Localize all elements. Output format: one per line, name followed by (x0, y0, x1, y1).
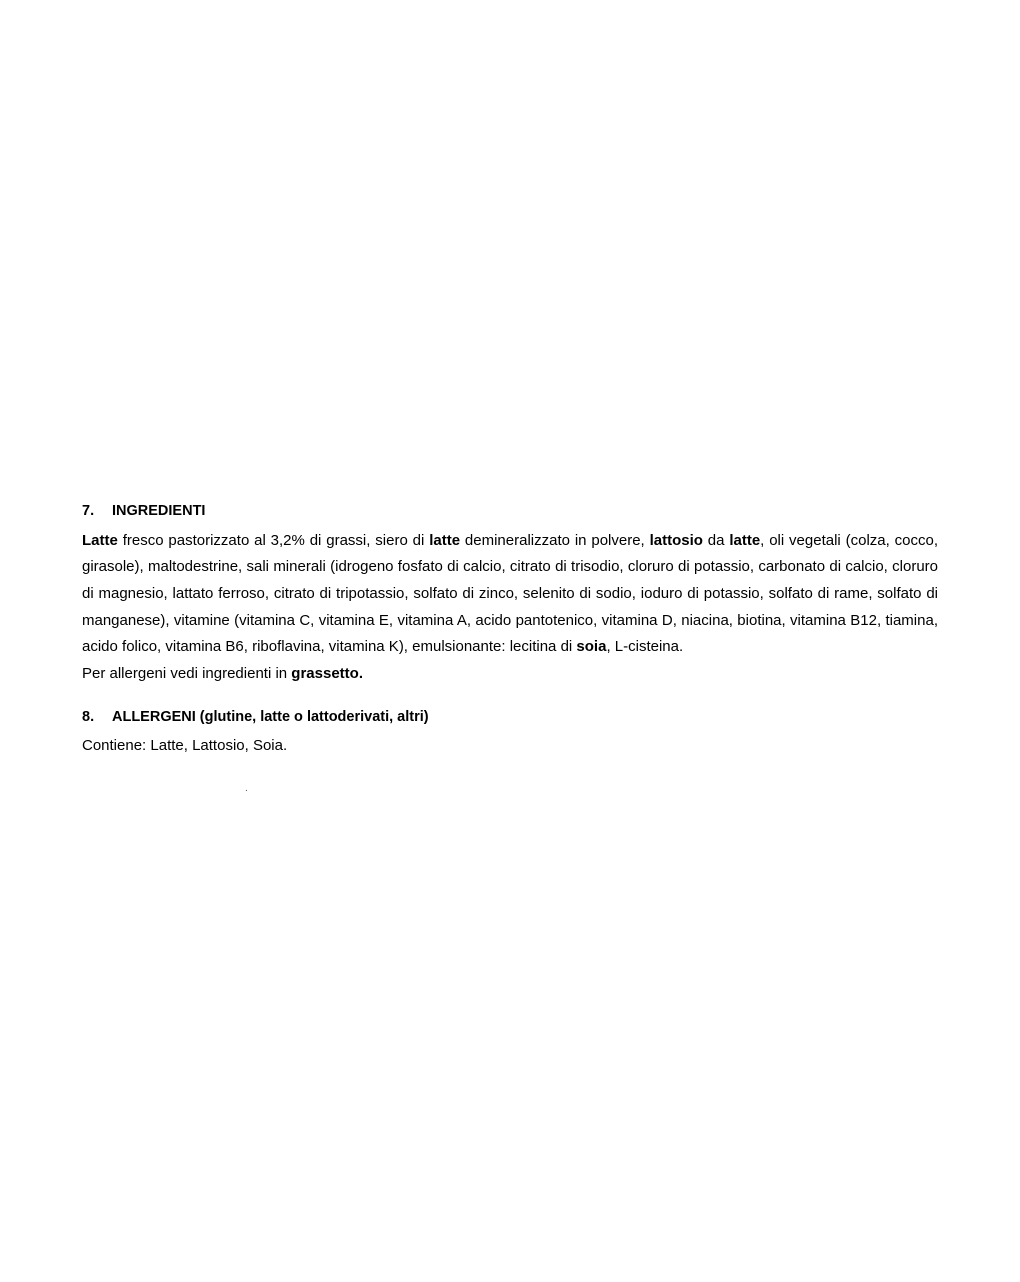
section-heading-ingredienti (82, 504, 938, 519)
allergen-note-line: Per allergeni vedi ingredienti in grassetto. (82, 664, 363, 682)
section-number: 8. (82, 708, 95, 725)
allergeni-content-line: Contiene: Latte, Lattosio, Soia. (82, 737, 288, 755)
section-number: 7. (82, 503, 95, 519)
stray-mark: . (245, 783, 248, 794)
section-spacer (82, 688, 938, 710)
section-title: ALLERGENI (glutine, latte o lattoderivati, altri) (112, 708, 429, 725)
section-title: INGREDIENTI (112, 503, 206, 519)
section-ingredienti (82, 504, 938, 688)
section-heading-allergeni (82, 710, 938, 725)
document-content (82, 504, 938, 760)
section-allergeni (82, 710, 938, 760)
ingredients-paragraph: Latte fresco pastorizzato al 3,2% di grassi, siero di latte demineralizzato in polvere, lattosio da latte, oli vegetali (colza, cocco, girasole), maltodestrine, sali minerali (idrogeno fosfato di calcio, citrato di trisodio, cloruro di potassio, carbonato di calcio, cloruro di magnesio, lattato ferroso, citrato di tripotassio, solfato di zinco, selenito di sodio, ioduro di potassio, solfato di rame, solfato di manganese), vitamine (vitamina C, vitamina E, vitamina A, acido pantotenico, vitamina D, niacina, biotina, vitamina B12, tiamina, acido folico, vitamina B6, riboflavina, vitamina K), emulsionante: lecitina di soia, L-cisteina. (82, 531, 939, 656)
